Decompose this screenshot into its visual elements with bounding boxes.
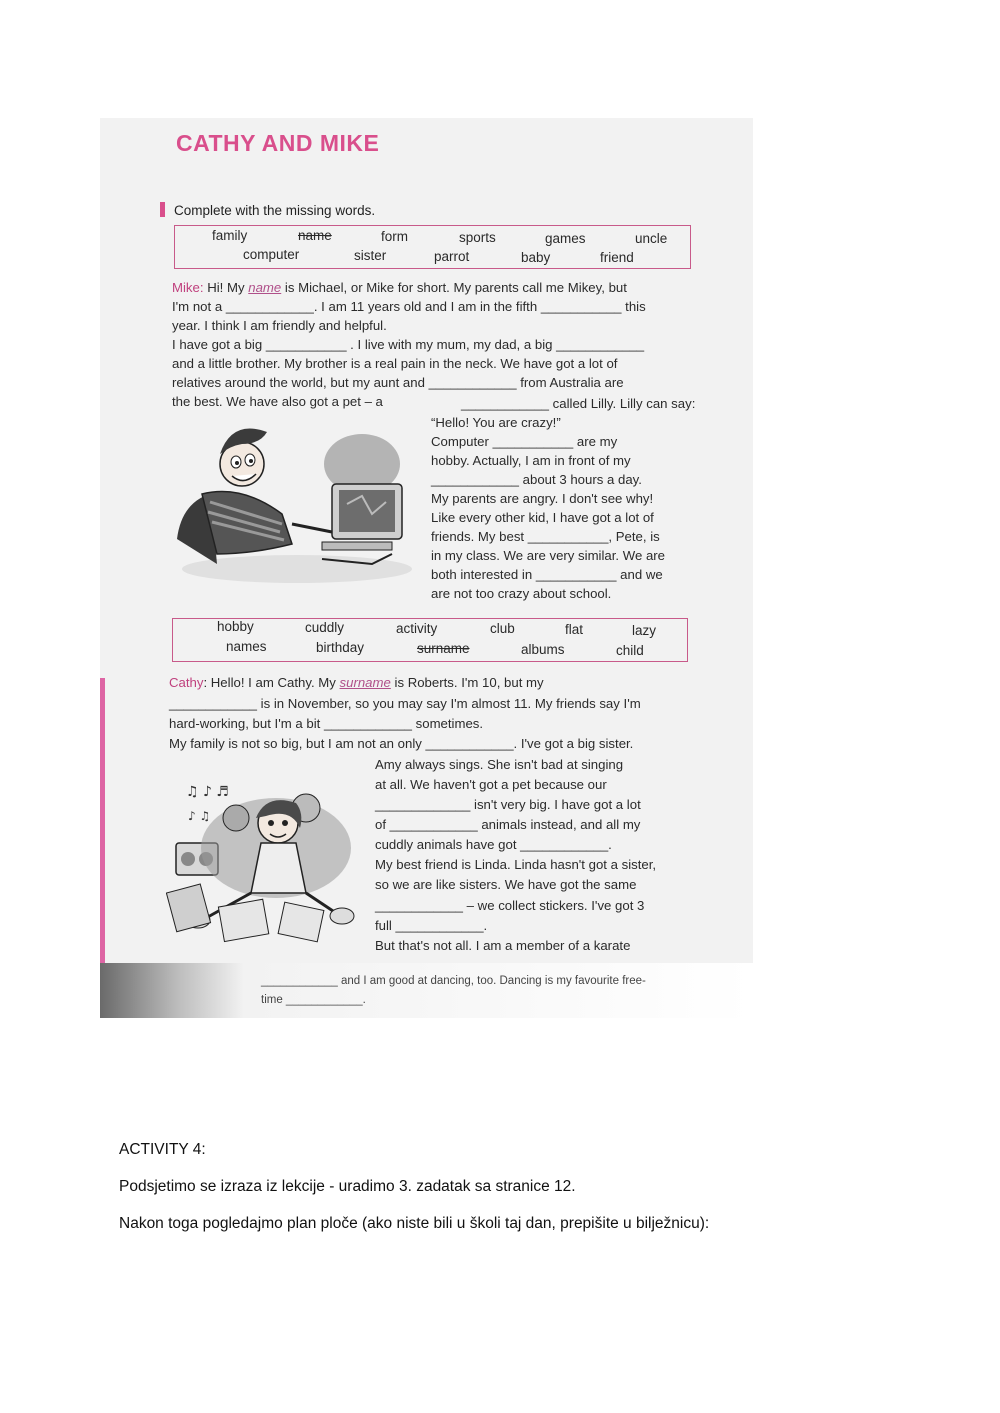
cathy-speaker: Cathy xyxy=(169,675,204,690)
cathy-line: My family is not so big, but I am not an only ____________. I've got a big sister. xyxy=(169,736,634,751)
mike-line: “Hello! You are crazy!” xyxy=(431,415,561,430)
word-box-1-item: computer xyxy=(243,247,300,262)
activity-instruction: Podsjetimo se izraza iz lekcije - uradimo 3. zadatak sa stranice 12. xyxy=(119,1178,576,1195)
instruction-text: Complete with the missing words. xyxy=(174,203,376,218)
mike-line: friends. My best ___________, Pete, is xyxy=(431,529,660,544)
cathy-line: But that's not all. I am a member of a karate xyxy=(375,938,631,953)
word-box-2-item-crossed: surname xyxy=(417,641,470,656)
svg-text:♫ ♪ ♬: ♫ ♪ ♬ xyxy=(186,784,229,800)
word-box-1-item-crossed: name xyxy=(298,228,332,243)
word-box-2-item: club xyxy=(490,621,515,636)
cathy-line: My best friend is Linda. Linda hasn't got a sister, xyxy=(375,857,657,872)
mike-text: is Michael, or Mike for short. My parents call me Mikey, but xyxy=(284,280,627,295)
word-box-1-item: baby xyxy=(521,250,551,265)
cathy-line: ____________ and I am good at dancing, too. Dancing is my favourite free- xyxy=(261,975,646,987)
cathy-line: ____________ is in November, so you may say I'm almost 11. My friends say I'm xyxy=(169,696,641,711)
mike-text: Hi! My xyxy=(207,280,245,295)
scan-shadow xyxy=(100,963,753,1018)
worksheet-title: CATHY AND MIKE xyxy=(176,130,380,156)
mike-line: both interested in ___________ and we xyxy=(431,567,663,582)
exercise-marker xyxy=(160,202,165,217)
cathy-line: cuddly animals have got ____________. xyxy=(375,837,612,852)
mike-speaker: Mike: xyxy=(172,280,204,295)
cathy-line: so we are like sisters. We have got the same xyxy=(375,877,637,892)
mike-computer-illustration xyxy=(172,414,417,589)
cathy-line: full ____________. xyxy=(375,918,488,933)
activity-heading: ACTIVITY 4: xyxy=(119,1141,206,1158)
word-box-1-item: sports xyxy=(459,230,496,245)
word-box-2-item: birthday xyxy=(316,640,365,655)
cathy-text: : Hello! I am Cathy. My xyxy=(203,675,336,690)
mike-line: hobby. Actually, I am in front of my xyxy=(431,453,631,468)
svg-text:♪ ♫: ♪ ♫ xyxy=(188,809,211,823)
word-box-2-item: flat xyxy=(565,622,584,637)
word-box-2-item: activity xyxy=(396,621,438,636)
word-box-2-item: cuddly xyxy=(305,620,345,635)
word-box-1-item: games xyxy=(545,231,586,246)
mike-line: the best. We have also got a pet – a xyxy=(172,394,383,409)
word-box-2-item: child xyxy=(616,643,644,658)
word-box-2-item: names xyxy=(226,639,267,654)
mike-line: relatives around the world, but my aunt and ____________ from Australia are xyxy=(172,375,624,390)
exercise-instruction xyxy=(160,202,375,218)
worksheet-scan xyxy=(100,118,753,1018)
cathy-line xyxy=(169,673,544,692)
cathy-line: ____________ – we collect stickers. I've got 3 xyxy=(375,898,645,913)
mike-example-answer: name xyxy=(248,280,282,295)
mike-line: and a little brother. My brother is a real pain in the neck. We have got a lot of xyxy=(172,356,618,371)
cathy-line: time ____________. xyxy=(261,994,366,1006)
cathy-line: _____________ isn't very big. I have got a lot xyxy=(375,797,641,812)
word-box-1-item: friend xyxy=(600,250,634,265)
cathy-text: is Roberts. I'm 10, but my xyxy=(394,675,544,690)
word-box-1-item: sister xyxy=(354,248,387,263)
cathy-toys-illustration xyxy=(166,768,366,953)
mike-line xyxy=(172,278,627,297)
activity-instruction: Nakon toga pogledajmo plan ploče (ako niste bili u školi taj dan, prepišite u bilježnicu): xyxy=(119,1215,710,1232)
word-box-2-item: lazy xyxy=(632,623,657,638)
mike-line: in my class. We are very similar. We are xyxy=(431,548,666,563)
cathy-example-answer: surname xyxy=(339,675,391,690)
mike-line: year. I think I am friendly and helpful. xyxy=(172,318,387,333)
mike-line: My parents are angry. I don't see why! xyxy=(431,491,654,506)
mike-line: Computer ___________ are my xyxy=(431,434,618,449)
word-box-1-item: form xyxy=(381,229,408,244)
mike-line: ____________ called Lilly. Lilly can say: xyxy=(461,396,696,411)
cathy-line: of ____________ animals instead, and all my xyxy=(375,817,641,832)
mike-line: I have got a big ___________ . I live with my mum, my dad, a big ____________ xyxy=(172,337,645,352)
mike-line: are not too crazy about school. xyxy=(431,586,612,601)
word-box-2-item: albums xyxy=(521,642,565,657)
cathy-line: Amy always sings. She isn't bad at singing xyxy=(375,757,624,772)
word-box-1-item: parrot xyxy=(434,249,470,264)
cathy-line: hard-working, but I'm a bit ____________ sometimes. xyxy=(169,716,484,731)
cathy-line: at all. We haven't got a pet because our xyxy=(375,777,607,792)
word-box-2-item: hobby xyxy=(217,619,254,634)
word-box-1-item: family xyxy=(212,228,248,243)
mike-line: I'm not a ____________. I am 11 years old and I am in the fifth ___________ this xyxy=(172,299,646,314)
mike-line: ____________ about 3 hours a day. xyxy=(431,472,642,487)
word-box-1-item: uncle xyxy=(635,231,668,246)
mike-line: Like every other kid, I have got a lot of xyxy=(431,510,654,525)
